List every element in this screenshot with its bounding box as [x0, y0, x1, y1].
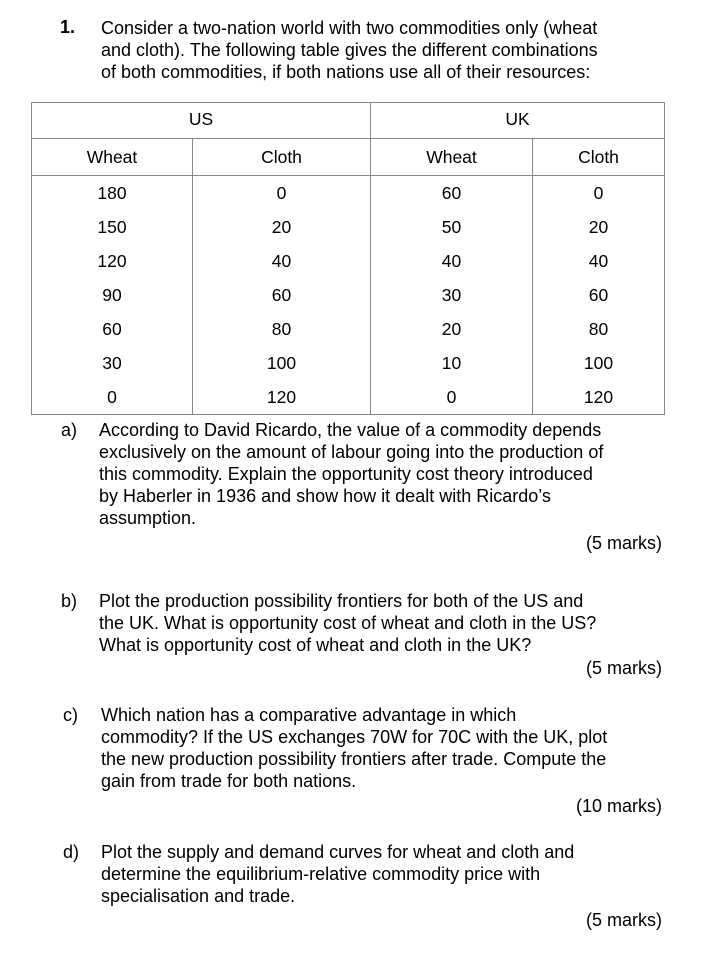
table-row — [32, 312, 665, 346]
part-label: b) — [61, 591, 78, 611]
table-column-header-row — [32, 139, 665, 176]
table-row — [32, 244, 665, 278]
table-cell: 40 — [533, 244, 665, 278]
table-row — [32, 210, 665, 244]
table-cell: 150 — [32, 210, 193, 244]
table-cell: 100 — [533, 346, 665, 380]
nation-header-uk: UK — [371, 103, 665, 139]
table-cell: 80 — [533, 312, 665, 346]
table-cell: 60 — [371, 176, 533, 211]
table-cell: 60 — [32, 312, 193, 346]
part-line: the UK. What is opportunity cost of wheat and cloth in the US? — [99, 613, 597, 633]
marks-a: (5 marks) — [586, 533, 662, 553]
table-cell: 0 — [371, 380, 533, 415]
table-cell: 0 — [32, 380, 193, 415]
part-line: this commodity. Explain the opportunity cost theory introduced — [99, 464, 593, 484]
table-cell: 120 — [193, 380, 371, 415]
table-row — [32, 380, 665, 415]
part-line: assumption. — [99, 508, 197, 528]
part-line: According to David Ricardo, the value of a commodity depends — [99, 420, 602, 440]
table-row — [32, 278, 665, 312]
table-cell: 30 — [371, 278, 533, 312]
table-cell: 80 — [193, 312, 371, 346]
table-cell: 20 — [193, 210, 371, 244]
table-cell: 20 — [533, 210, 665, 244]
column-header: Wheat — [371, 139, 533, 176]
column-header: Cloth — [193, 139, 371, 176]
part-line: exclusively on the amount of labour going into the production of — [99, 442, 604, 462]
intro-line: Consider a two-nation world with two commodities only (wheat — [101, 18, 598, 38]
part-text — [101, 704, 607, 792]
intro-line: of both commodities, if both nations use all of their resources: — [101, 62, 591, 82]
table-cell: 10 — [371, 346, 533, 380]
part-text — [99, 419, 603, 529]
table-cell: 60 — [193, 278, 371, 312]
nation-header-us: US — [32, 103, 371, 139]
table-cell: 90 — [32, 278, 193, 312]
part-line: determine the equilibrium-relative commodity price with — [101, 864, 541, 884]
part-line: Which nation has a comparative advantage in which — [101, 705, 517, 725]
question-number: 1. — [60, 17, 76, 37]
table-cell: 60 — [533, 278, 665, 312]
table-cell: 0 — [193, 176, 371, 211]
table-row — [32, 176, 665, 211]
question-intro — [101, 17, 671, 83]
part-line: specialisation and trade. — [101, 886, 296, 906]
production-table — [31, 102, 665, 415]
table-cell: 40 — [371, 244, 533, 278]
table-cell: 0 — [533, 176, 665, 211]
table-cell: 120 — [32, 244, 193, 278]
table-cell: 20 — [371, 312, 533, 346]
table-cell: 120 — [533, 380, 665, 415]
part-line: by Haberler in 1936 and show how it dealt with Ricardo’s — [99, 486, 551, 506]
marks-b: (5 marks) — [586, 658, 662, 678]
table-cell: 40 — [193, 244, 371, 278]
part-line: Plot the production possibility frontiers for both of the US and — [99, 591, 584, 611]
part-line: commodity? If the US exchanges 70W for 70C with the UK, plot — [101, 727, 608, 747]
part-line: the new production possibility frontiers after trade. Compute the — [101, 749, 607, 769]
marks-c: (10 marks) — [575, 796, 662, 816]
part-line: Plot the supply and demand curves for wheat and cloth and — [101, 842, 575, 862]
table-cell: 50 — [371, 210, 533, 244]
intro-line: and cloth). The following table gives the different combinations — [101, 40, 598, 60]
table-cell: 30 — [32, 346, 193, 380]
table-cell: 100 — [193, 346, 371, 380]
table-cell: 180 — [32, 176, 193, 211]
part-line: What is opportunity cost of wheat and cloth in the UK? — [99, 635, 532, 655]
part-text — [99, 590, 596, 656]
part-line: gain from trade for both nations. — [101, 771, 357, 791]
part-label: c) — [63, 705, 78, 725]
table-row — [32, 346, 665, 380]
part-label: a) — [61, 420, 78, 440]
part-text — [101, 841, 574, 907]
table-nation-header-row — [32, 103, 665, 139]
column-header: Cloth — [533, 139, 665, 176]
marks-d: (5 marks) — [586, 910, 662, 930]
part-label: d) — [63, 842, 80, 862]
column-header: Wheat — [32, 139, 193, 176]
